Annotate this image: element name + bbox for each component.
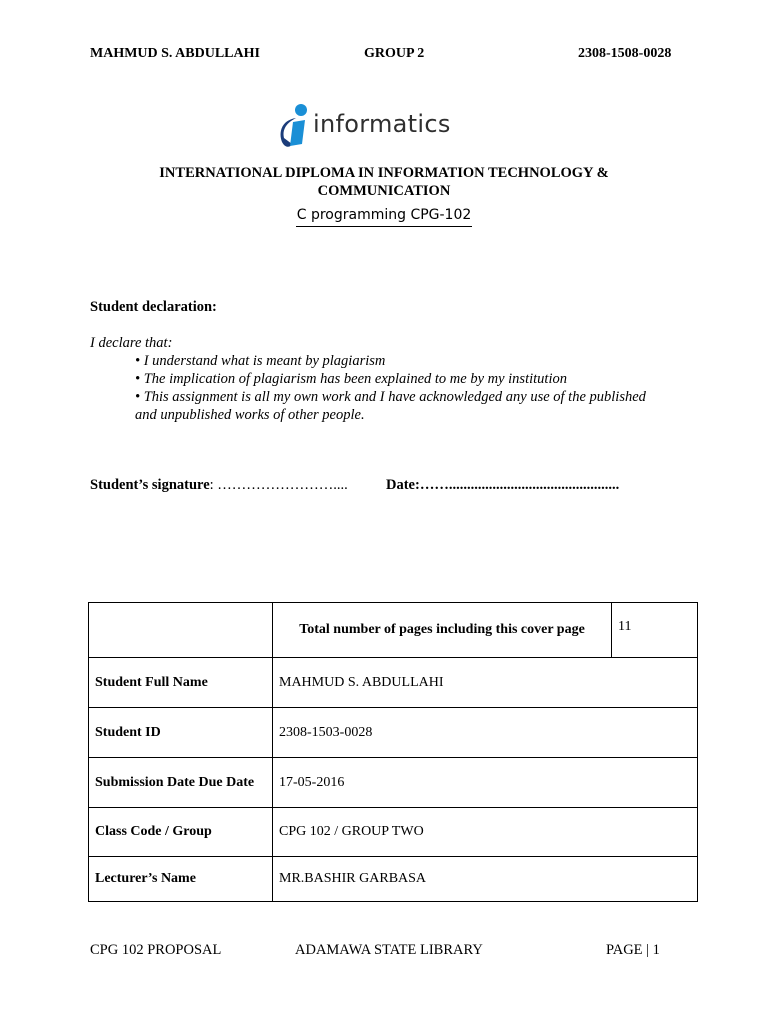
total-pages-label: Total number of pages including this cover page	[273, 603, 612, 658]
declaration-heading: Student declaration:	[90, 299, 217, 315]
row-value-submission-date: 17-05-2016	[273, 758, 698, 808]
row-label-student-id: Student ID	[89, 708, 273, 758]
footer-page-number: PAGE | 1	[606, 942, 660, 958]
course-title	[0, 206, 768, 224]
header-group: GROUP 2	[364, 46, 425, 61]
student-info-table	[88, 602, 698, 902]
table-row	[89, 808, 698, 857]
date-label: Date:	[386, 477, 420, 493]
informatics-logo	[276, 98, 488, 152]
row-label-full-name: Student Full Name	[89, 658, 273, 708]
table-row	[89, 658, 698, 708]
header-student-name: MAHMUD S. ABDULLAHI	[90, 46, 260, 61]
logo-wordmark: informatics	[313, 110, 451, 138]
date-line	[386, 477, 619, 494]
row-label-submission-date: Submission Date Due Date	[89, 758, 273, 808]
header-student-id: 2308-1508-0028	[578, 46, 672, 61]
table-row	[89, 758, 698, 808]
date-dots: ……...............................................	[419, 477, 620, 493]
title-line-1: INTERNATIONAL DIPLOMA IN INFORMATION TECHNOLOGY &	[159, 165, 609, 181]
row-label-lecturer: Lecturer’s Name	[89, 857, 273, 902]
total-pages-value: 11	[612, 603, 698, 658]
table-cell-empty	[89, 603, 273, 658]
table-row	[89, 857, 698, 902]
row-value-full-name: MAHMUD S. ABDULLAHI	[273, 658, 698, 708]
footer-center: ADAMAWA STATE LIBRARY	[295, 942, 483, 958]
informatics-logo-icon	[276, 98, 316, 152]
row-value-class-code: CPG 102 / GROUP TWO	[273, 808, 698, 857]
table-row	[89, 708, 698, 758]
document-title	[100, 164, 668, 200]
declaration-bullet-3-continued: and unpublished works of other people.	[135, 407, 365, 423]
title-line-2: COMMUNICATION	[317, 183, 451, 199]
course-name: C programming CPG-102	[296, 207, 473, 227]
footer-left: CPG 102 PROPOSAL	[90, 942, 222, 958]
signature-label: Student’s signature	[90, 477, 210, 493]
declaration-bullet-1: • I understand what is meant by plagiarism	[135, 353, 386, 369]
row-value-student-id: 2308-1503-0028	[273, 708, 698, 758]
row-label-class-code: Class Code / Group	[89, 808, 273, 857]
declaration-intro: I declare that:	[90, 335, 173, 351]
signature-dots: : ……………………....	[209, 477, 348, 493]
table-row	[89, 603, 698, 658]
signature-line	[90, 477, 348, 494]
declaration-bullet-3: • This assignment is all my own work and I have acknowledged any use of the published	[135, 389, 646, 405]
declaration-bullet-2: • The implication of plagiarism has been explained to me by my institution	[135, 371, 567, 387]
row-value-lecturer: MR.BASHIR GARBASA	[273, 857, 698, 902]
